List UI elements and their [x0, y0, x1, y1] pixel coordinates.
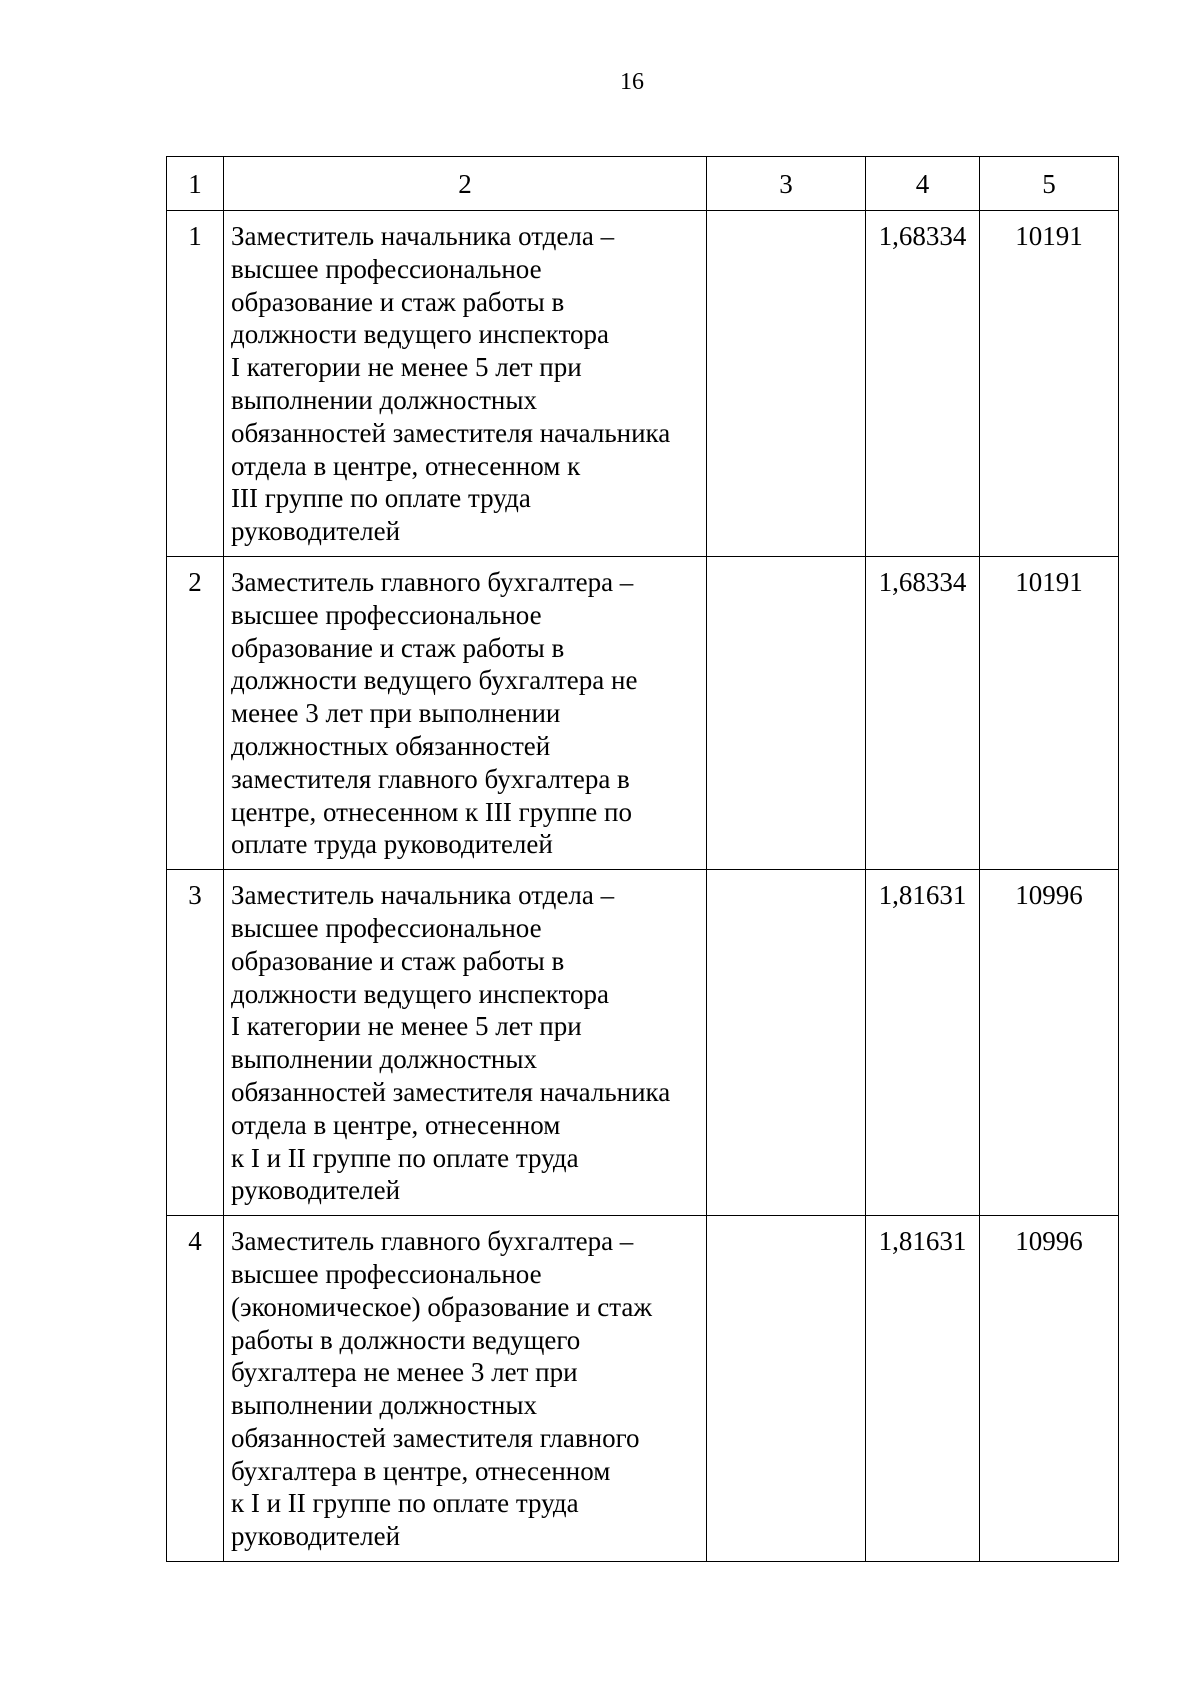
description-line: Заместитель главного бухгалтера –: [231, 566, 634, 597]
description-line: Заместитель начальника отдела –: [231, 880, 615, 911]
table-row: [167, 556, 1119, 869]
description-line: обязанностей заместителя начальника: [231, 417, 671, 448]
description-line: выполнении должностных: [231, 1044, 537, 1075]
description-line: бухгалтера в центре, отнесенном: [231, 1455, 611, 1486]
table-header-row: [167, 157, 1119, 211]
salary-cell: 10191: [980, 556, 1119, 869]
empty-cell: [707, 1216, 866, 1562]
description-line: образование и стаж работы в: [231, 632, 565, 663]
table-row: [167, 870, 1119, 1216]
description-line: высшее профессиональное: [231, 912, 542, 943]
empty-cell: [707, 211, 866, 557]
row-number: 2: [167, 556, 224, 869]
position-description: [224, 556, 707, 869]
coefficient-cell: 1,68334: [866, 211, 980, 557]
description-line: к I и II группе по оплате труда: [231, 1488, 579, 1519]
empty-cell: [707, 556, 866, 869]
description-line: должностных обязанностей: [231, 730, 551, 761]
description-line: Заместитель главного бухгалтера –: [231, 1226, 634, 1257]
description-line: (экономическое) образование и стаж: [231, 1291, 653, 1322]
description-line: Заместитель начальника отдела –: [231, 221, 615, 251]
description-line: образование и стаж работы в: [231, 945, 565, 976]
description-line: менее 3 лет при выполнении: [231, 698, 561, 729]
description-line: отдела в центре, отнесенном: [231, 1109, 561, 1140]
description-line: бухгалтера не менее 3 лет при: [231, 1357, 578, 1388]
row-number: 1: [167, 211, 224, 557]
page-number: 16: [620, 69, 644, 95]
table-row: [167, 211, 1119, 557]
description-line: заместителя главного бухгалтера в: [231, 763, 630, 794]
salary-table: [166, 156, 1119, 1562]
description-line: высшее профессиональное: [231, 1258, 542, 1289]
header-cell-5: 5: [980, 157, 1119, 211]
empty-cell: [707, 870, 866, 1216]
description-line: руководителей: [231, 1521, 401, 1552]
description-line: высшее профессиональное: [231, 599, 542, 630]
description-line: обязанностей заместителя начальника: [231, 1076, 671, 1107]
description-line: оплате труда руководителей: [231, 829, 553, 860]
description-line: выполнении должностных: [231, 1390, 537, 1421]
position-description: [224, 1216, 707, 1562]
header-cell-1: 1: [167, 157, 224, 211]
description-line: I категории не менее 5 лет при: [231, 1011, 582, 1042]
row-number: 3: [167, 870, 224, 1216]
table-row: [167, 1216, 1119, 1562]
description-line: выполнении должностных: [231, 384, 537, 415]
description-line: центре, отнесенном к III группе по: [231, 796, 632, 827]
header-cell-3: 3: [707, 157, 866, 211]
description-line: III группе по оплате труда: [231, 483, 531, 514]
salary-cell: 10996: [980, 870, 1119, 1216]
description-line: должности ведущего инспектора: [231, 978, 609, 1009]
description-line: отдела в центре, отнесенном к: [231, 450, 581, 481]
description-line: работы в должности ведущего: [231, 1324, 581, 1355]
header-cell-2: 2: [224, 157, 707, 211]
description-line: обязанностей заместителя главного: [231, 1422, 640, 1453]
description-line: к I и II группе по оплате труда: [231, 1142, 579, 1173]
position-description: [224, 870, 707, 1216]
header-cell-4: 4: [866, 157, 980, 211]
salary-cell: 10996: [980, 1216, 1119, 1562]
row-number: 4: [167, 1216, 224, 1562]
coefficient-cell: 1,81631: [866, 870, 980, 1216]
description-line: руководителей: [231, 516, 401, 547]
position-description: [224, 211, 707, 557]
description-line: должности ведущего инспектора: [231, 319, 609, 350]
salary-cell: 10191: [980, 211, 1119, 557]
description-line: образование и стаж работы в: [231, 286, 565, 317]
description-line: высшее профессиональное: [231, 253, 542, 284]
coefficient-cell: 1,81631: [866, 1216, 980, 1562]
description-line: должности ведущего бухгалтера не: [231, 665, 638, 696]
description-line: I категории не менее 5 лет при: [231, 352, 582, 383]
coefficient-cell: 1,68334: [866, 556, 980, 869]
description-line: руководителей: [231, 1175, 401, 1206]
